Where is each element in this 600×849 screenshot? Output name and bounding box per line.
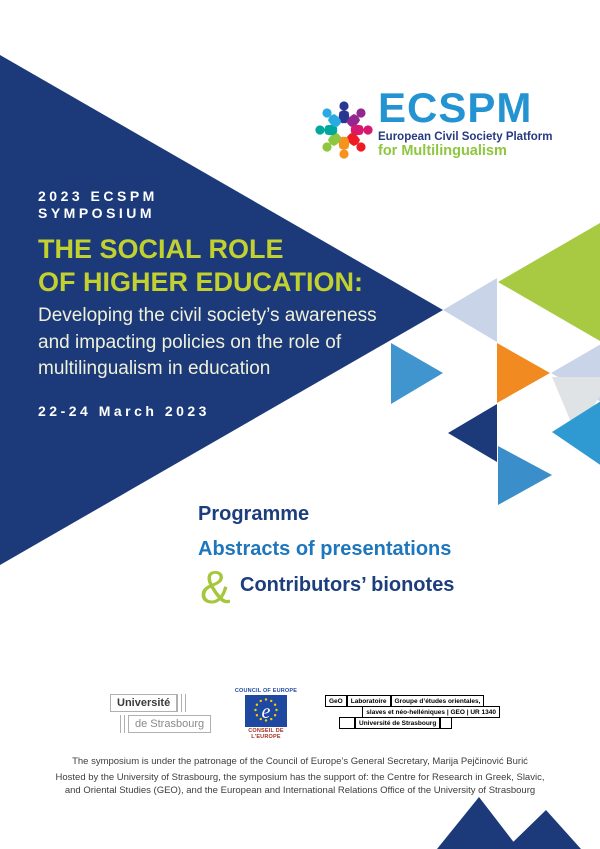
contents-list	[198, 503, 518, 623]
coe-star-dot	[256, 704, 258, 706]
title-line-2: OF HIGHER EDUCATION:	[38, 267, 363, 297]
coe-star-dot	[256, 714, 258, 716]
coe-flag-icon	[245, 695, 287, 727]
ecspm-acronym: ECSPM	[378, 84, 533, 131]
council-of-europe-logo	[233, 688, 299, 744]
geo-cell-slaves: slaves et néo-helléniques | GEO | UR 1340	[362, 706, 500, 718]
geo-cell-university: Université de Strasbourg	[355, 717, 440, 729]
bottom-triangle-left	[437, 797, 519, 849]
mosaic-lavender-1	[443, 278, 497, 342]
mosaic-blue-2	[498, 446, 552, 505]
unistra-bars-icon-2	[120, 715, 128, 733]
bottom-triangle-right	[506, 810, 581, 849]
patronage-line: The symposium is under the patronage of the Council of Europe’s General Secretary, Marija Pejčinović Burić	[72, 756, 528, 767]
page-subtitle	[38, 303, 377, 383]
unistra-logo	[110, 694, 206, 738]
event-dates: 22-24 March 2023	[38, 403, 210, 419]
geo-cell-groupe: Groupe d’études orientales,	[391, 695, 485, 707]
symposium-kicker	[38, 188, 158, 222]
coe-star-dot	[274, 704, 276, 706]
ecspm-people-circle-icon	[314, 88, 374, 170]
contents-item-programme: Programme	[198, 503, 310, 525]
coe-star-dot	[254, 709, 256, 711]
unistra-line-1: Université	[110, 694, 177, 712]
page-title	[38, 233, 363, 299]
ecspm-tagline-1: European Civil Society Platform	[378, 131, 553, 143]
unistra-bars-icon	[177, 694, 189, 712]
ampersand-glyph: &	[200, 561, 231, 613]
subtitle-line-3: multilingualism in education	[38, 358, 271, 379]
title-line-1: THE SOCIAL ROLE	[38, 234, 284, 264]
geo-lab-logo	[325, 695, 500, 729]
host-line-2: and Oriental Studies (GEO), and the European and International Relations Office of the University of Strasbourg	[64, 784, 536, 796]
coe-letter-e: e	[261, 701, 271, 723]
coe-star-dot	[274, 714, 276, 716]
subtitle-line-2: and impacting policies on the role of	[38, 331, 342, 353]
mosaic-blue-1	[391, 343, 443, 404]
geo-cell-acronym: GeO	[325, 695, 347, 707]
coe-star-dot	[275, 709, 277, 711]
subtitle-line-1: Developing the civil society’s awareness	[38, 305, 377, 326]
coe-title-en: COUNCIL OF EUROPE	[234, 688, 298, 694]
kicker-line-2: SYMPOSIUM	[38, 205, 156, 221]
contents-item-abstracts: Abstracts of presentations	[198, 538, 452, 560]
mosaic-orange	[497, 343, 550, 403]
coe-title-fr: CONSEIL DE L'EUROPE	[248, 728, 284, 740]
mosaic-navy	[448, 404, 497, 462]
ecspm-logo	[314, 86, 564, 170]
kicker-line-1: 2023 ECSPM	[38, 188, 158, 204]
contents-item-bionotes: Contributors’ bionotes	[240, 574, 455, 596]
mosaic-green	[498, 216, 600, 348]
geo-cell-laboratoire: Laboratoire	[347, 695, 391, 707]
geo-cell-spacer-2	[440, 717, 452, 729]
geo-cell-spacer-1	[339, 717, 355, 729]
host-line-1: Hosted by the University of Strasbourg, the symposium has the support of: the Centre for Research in Greek, Slavic,	[55, 772, 545, 783]
footer	[0, 755, 600, 797]
unistra-line-2: de Strasbourg	[128, 715, 211, 733]
ecspm-tagline-2: for Multilingualism	[378, 143, 507, 159]
